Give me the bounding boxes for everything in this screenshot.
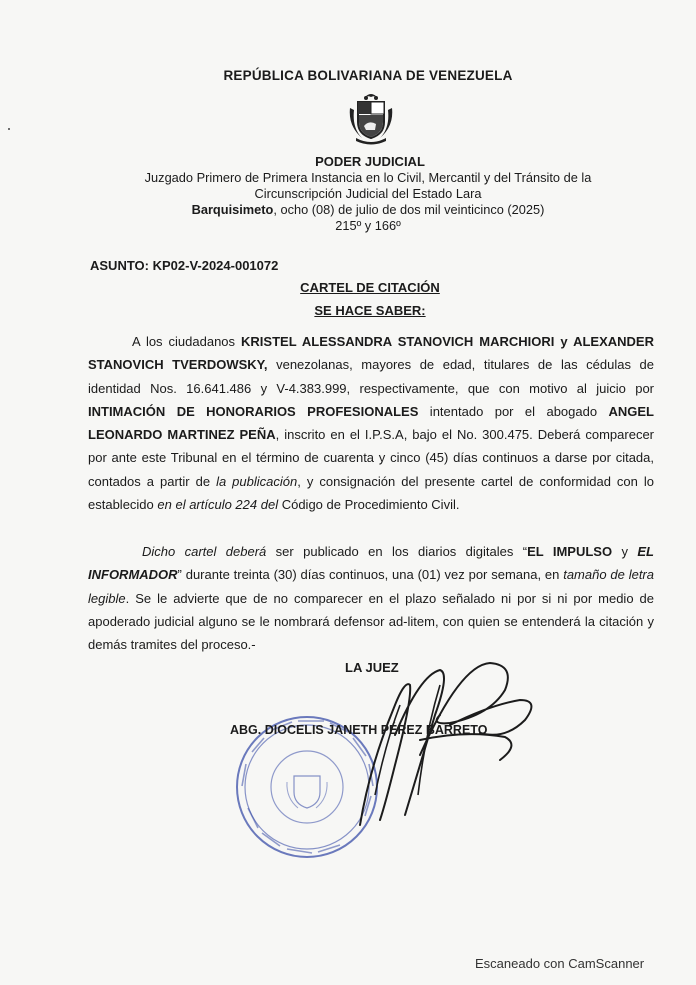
- city: Barquisimeto: [191, 202, 274, 217]
- paragraph-1: [88, 330, 654, 516]
- p1-text-3: intentado por el abogado: [418, 403, 609, 419]
- case-number: ASUNTO: KP02-V-2024-001072: [90, 258, 279, 273]
- paragraph-2: [88, 540, 654, 656]
- institution-heading: PODER JUDICIAL: [315, 154, 425, 169]
- judge-name: ABG. DIOCELIS JANETH PÉREZ BARRETO: [230, 723, 488, 737]
- p1-case-type: INTIMACIÓN DE HONORARIOS PROFESIONALES: [88, 403, 419, 419]
- p1-lawyer-name: ANGEL LEONARDO MARTINEZ PEÑA: [88, 403, 654, 443]
- camscanner-watermark: Escaneado con CamScanner: [475, 956, 645, 971]
- p2-newspaper-1: EL IMPULSO: [527, 544, 613, 559]
- p1-text-4: , inscrito en el I.P.S.A, bajo el No. 300.475. Deberá comparecer por ante este Tribunal en el término de cuarenta y cinco (45) días continuos a darse por citada, contados a partir de: [88, 427, 655, 489]
- p2-text-5: . Se le advierte que de no comparecer en el plazo señalado ni por si ni por medio de apoderado judicial alguno se le nombrará defensor ad-litem, con quien se entenderá la citación y demás tramites del proceso.-: [88, 590, 654, 653]
- date-text: , ocho (08) de julio de dos mil veinticinco (2025): [273, 202, 545, 217]
- court-name-line-2: Circunscripción Judicial del Estado Lara: [254, 186, 482, 201]
- p1-text-6: Código de Procedimiento Civil.: [278, 497, 460, 513]
- p2-text-2: ser publicado en los diarios digitales “: [266, 544, 528, 559]
- p1-defendant-names: KRISTEL ALESSANDRA STANOVICH MARCHIORI y ALEXANDER STANOVICH TVERDOWSKY,: [88, 334, 654, 373]
- country-heading: REPÚBLICA BOLIVARIANA DE VENEZUELA: [223, 68, 513, 83]
- p1-publication: la publicación: [216, 473, 298, 489]
- p2-font-size: tamaño de letra legible: [88, 567, 654, 606]
- p2-newspaper-2: EL INFORMADOR: [88, 544, 654, 583]
- p1-article: en el artículo 224 del: [157, 497, 279, 513]
- handwritten-signature: [300, 645, 550, 830]
- judge-title: LA JUEZ: [345, 660, 399, 675]
- court-name-line-1: Juzgado Primero de Primera Instancia en lo Civil, Mercantil y del Tránsito de la: [144, 170, 592, 185]
- p2-text-4: ” durante treinta (30) días continuos, una (01) vez por semana, en: [177, 567, 564, 583]
- scan-speck: [8, 128, 10, 130]
- document-title: CARTEL DE CITACIÓN: [300, 280, 440, 295]
- p1-text-2: venezolanas, mayores de edad, titulares de las cédulas de identidad Nos. 16.641.486 y V-4.383.999, respectivamente, que con motivo al juicio por: [88, 357, 654, 396]
- p2-text-1: Dicho cartel deberá: [142, 544, 267, 559]
- p1-text-5: , y consignación del presente cartel de conformidad con lo establecido: [88, 473, 654, 513]
- document-subtitle: SE HACE SABER:: [314, 303, 426, 318]
- date-line: [20, 202, 696, 217]
- p1-text-1: A los ciudadanos: [132, 334, 242, 349]
- p2-text-3: y: [612, 544, 638, 559]
- coat-of-arms-icon: [342, 88, 400, 146]
- era-line: 215º y 166º: [335, 218, 401, 233]
